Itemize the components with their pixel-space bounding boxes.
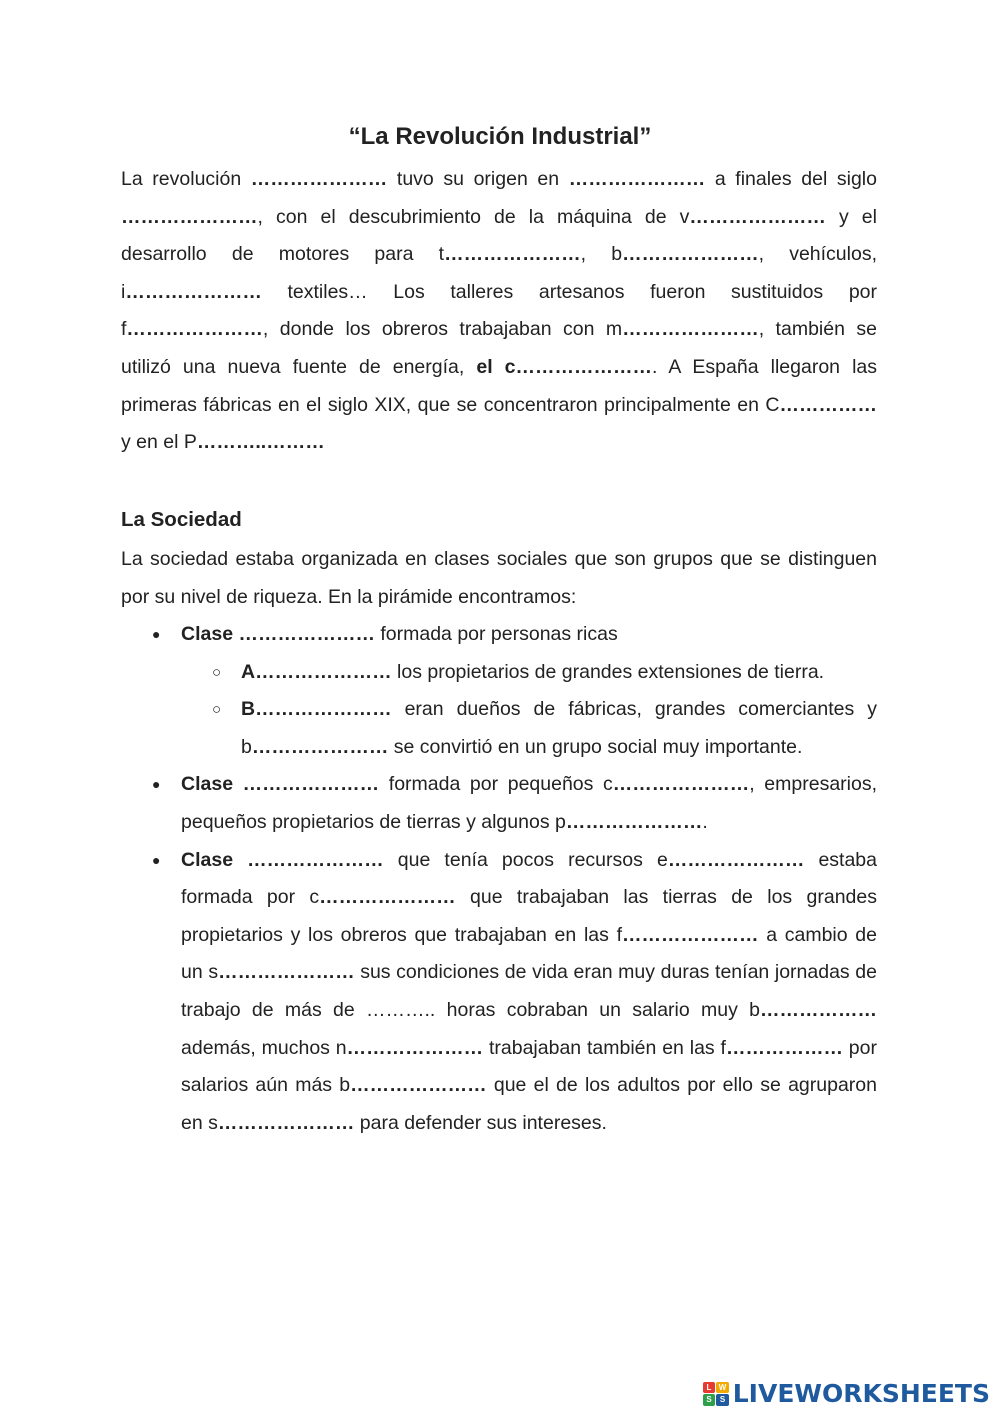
text-segment: , con el descubrimiento de la máquina de v <box>257 205 690 228</box>
class-list <box>121 616 877 1142</box>
blank-field: ………………… <box>250 168 388 190</box>
text-segment: Clase <box>181 623 239 645</box>
blank-field: ………………… <box>255 660 392 683</box>
text-segment: Clase <box>181 773 243 796</box>
blank-field: ………………… <box>444 243 581 266</box>
text-segment: para defender sus intereses. <box>354 1111 607 1134</box>
text-segment: , empresarios, pequeños propietarios de tierras y algunos p <box>181 773 878 833</box>
text-segment: Clase <box>181 848 248 871</box>
class-item-text <box>181 849 877 1134</box>
class-item-middle <box>121 766 877 841</box>
logo-tile: S <box>703 1394 716 1406</box>
blank-field: ………………… <box>568 168 706 190</box>
text-segment: . <box>702 810 708 833</box>
text-segment: además, muchos n <box>181 1036 347 1059</box>
blank-field: ………..……… <box>196 431 325 454</box>
blank-field: ………………… <box>125 280 262 303</box>
blank-field: ………………… <box>622 318 759 341</box>
class-item-lower <box>121 842 877 1143</box>
intro-paragraph <box>121 161 877 462</box>
blank-field: ………………… <box>218 961 355 984</box>
society-intro-paragraph: La sociedad estaba organizada en clases sociales que son grupos que se distinguen por su nivel de riqueza. En la pirámide encontramos: <box>121 548 877 608</box>
text-segment: , también se utilizó una nueva fuente de energía, <box>121 318 877 378</box>
text-segment: a cambio de un s <box>181 923 877 984</box>
blank-field: ………………… <box>689 205 826 228</box>
blank-field: ………………… <box>350 1074 487 1097</box>
liveworksheets-logo <box>703 1379 990 1408</box>
class-item-upper <box>121 616 877 766</box>
text-segment: y en el P <box>121 431 197 454</box>
text-segment: , vehículos, i <box>121 243 877 303</box>
blank-field: …………… <box>779 393 877 416</box>
sub-class-list <box>181 654 877 767</box>
text-segment: por salarios aún más b <box>181 1036 877 1097</box>
text-segment: eran dueños de fábricas, grandes comerciantes y b <box>241 698 877 758</box>
text-segment: La revolución <box>121 168 251 190</box>
text-segment: formada por personas ricas <box>374 623 618 645</box>
blank-field: ………………… <box>242 773 380 796</box>
blank-field: ………………… <box>515 355 653 378</box>
text-segment: el c <box>476 355 516 378</box>
text-segment: que trabajaban las tierras de los grandes propietarios y los obreros que trabajaban en las f <box>181 886 877 946</box>
text-segment: B <box>241 698 256 721</box>
blank-field: ……………… <box>725 1036 843 1059</box>
logo-icon <box>703 1382 729 1406</box>
blank-field: ………………… <box>217 1111 355 1134</box>
text-segment: , donde los obreros trabajaban con m <box>262 318 623 341</box>
text-segment: , b <box>580 243 623 266</box>
blank-field: ………………… <box>612 773 750 796</box>
text-segment: se convirtió en un grupo social muy importante. <box>388 735 803 758</box>
text-segment: estaba formada por c <box>181 848 877 909</box>
blank-field: ……………… <box>760 998 877 1021</box>
blank-field: ………………… <box>247 848 384 871</box>
text-segment: que tenía pocos recursos e <box>383 848 668 871</box>
sub-class-item-b <box>181 691 877 766</box>
blank-field: ………………… <box>126 318 263 341</box>
logo-tile: L <box>703 1382 716 1394</box>
logo-tile: W <box>716 1382 729 1394</box>
sub-class-item-a <box>181 654 877 692</box>
blank-field: ………………… <box>622 243 759 266</box>
blank-field: ………………… <box>622 923 759 946</box>
text-segment: sus condiciones de vida eran muy duras tenían jornadas de trabajo de más de ……….. horas cobraban un salario muy b <box>181 961 878 1021</box>
text-segment: . A España llegaron las primeras fábricas en el siglo XIX, que se concentraron principalmente en C <box>121 355 877 416</box>
blank-field: ………………… <box>346 1036 484 1059</box>
blank-field: ………………… <box>255 698 392 721</box>
blank-field: ………………… <box>319 886 456 909</box>
blank-field: ………………… <box>238 623 375 645</box>
logo-text: LIVEWORKSHEETS <box>732 1379 990 1408</box>
society-heading: La Sociedad <box>121 508 242 531</box>
logo-tile: S <box>716 1394 729 1406</box>
text-segment: tuvo su origen en <box>387 168 569 190</box>
blank-field: ………………… <box>565 810 703 833</box>
text-segment: los propietarios de grandes extensiones de tierra. <box>391 660 825 683</box>
page-title: “La Revolución Industrial” <box>348 123 652 150</box>
class-item-text <box>181 773 877 833</box>
blank-field: ………………… <box>251 735 389 758</box>
text-segment: y el desarrollo de motores para t <box>121 205 877 266</box>
text-segment: formada por pequeños c <box>379 773 613 796</box>
blank-field: ………………… <box>667 848 805 871</box>
text-segment: trabajaban también en las f <box>483 1036 726 1059</box>
text-segment: que el de los adultos por ello se agruparon en s <box>181 1074 877 1134</box>
text-segment: textiles… Los talleres artesanos fueron sustituidos por f <box>121 280 877 341</box>
text-segment: a finales del siglo <box>705 168 877 190</box>
class-item-text <box>181 623 618 645</box>
blank-field: ………………… <box>121 205 258 228</box>
text-segment: A <box>241 660 256 683</box>
